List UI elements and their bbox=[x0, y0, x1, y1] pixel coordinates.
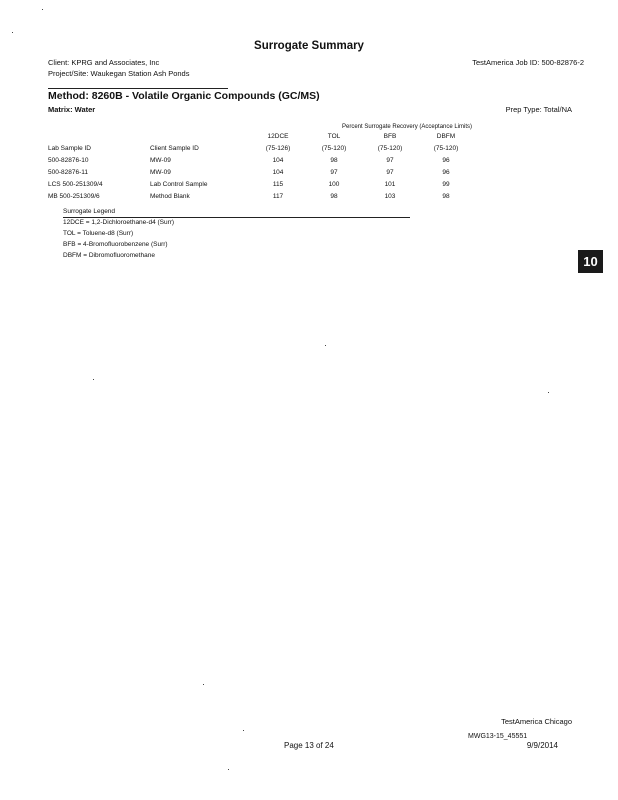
recovery-value: 101 bbox=[384, 181, 396, 188]
legend-item: 12DCE = 1,2-Dichloroethane-d4 (Surr) bbox=[63, 219, 175, 226]
lab-sample-id-header: Lab Sample ID bbox=[48, 145, 91, 152]
footer-doc-id: MWG13-15_45551 bbox=[468, 733, 528, 740]
scan-speck bbox=[93, 379, 94, 380]
section-tab: 10 bbox=[578, 250, 603, 273]
matrix-label: Matrix: Water bbox=[48, 105, 96, 114]
recovery-value: 117 bbox=[272, 193, 284, 200]
lab-sample-id: 500-82876-10 bbox=[48, 157, 89, 164]
acceptance-limits: (75-126) bbox=[265, 145, 291, 152]
recovery-value: 98 bbox=[330, 193, 338, 200]
table-row bbox=[48, 167, 474, 179]
acceptance-limits: (75-120) bbox=[433, 145, 459, 152]
client-name: Client: KPRG and Associates, Inc bbox=[48, 58, 160, 67]
recovery-value: 104 bbox=[272, 169, 284, 176]
client-sample-id: MW-09 bbox=[150, 157, 171, 164]
scan-speck bbox=[325, 345, 326, 346]
client-sample-id: Lab Control Sample bbox=[150, 181, 208, 188]
project-site: Project/Site: Waukegan Station Ash Ponds bbox=[48, 69, 190, 78]
scan-speck bbox=[42, 9, 43, 10]
client-sample-id-header: Client Sample ID bbox=[150, 145, 199, 152]
recovery-value: 96 bbox=[442, 169, 450, 176]
page-title: Surrogate Summary bbox=[254, 40, 364, 52]
surrogate-code: BFB bbox=[383, 133, 397, 140]
table-header-row bbox=[48, 143, 474, 155]
legend-item: BFB = 4-Bromofluorobenzene (Surr) bbox=[63, 241, 168, 248]
recovery-value: 100 bbox=[328, 181, 340, 188]
surrogate-table bbox=[48, 131, 474, 203]
recovery-value: 98 bbox=[330, 157, 338, 164]
lab-sample-id: 500-82876-11 bbox=[48, 169, 88, 176]
recovery-value: 99 bbox=[442, 181, 450, 188]
scan-speck bbox=[228, 769, 229, 770]
legend-item: DBFM = Dibromofluoromethane bbox=[63, 252, 155, 259]
page-number: Page 13 of 24 bbox=[284, 741, 334, 750]
lab-sample-id: LCS 500-251309/4 bbox=[48, 181, 103, 188]
prep-type: Prep Type: Total/NA bbox=[505, 105, 572, 114]
client-sample-id: Method Blank bbox=[150, 193, 190, 200]
scan-speck bbox=[12, 32, 13, 33]
recovery-value: 96 bbox=[442, 157, 450, 164]
scan-speck bbox=[243, 730, 244, 731]
recovery-value: 97 bbox=[386, 157, 394, 164]
table-row bbox=[48, 191, 474, 203]
recovery-value: 98 bbox=[442, 193, 450, 200]
header-divider bbox=[48, 88, 228, 89]
lab-sample-id: MB 500-251309/6 bbox=[48, 193, 100, 200]
surrogate-code: TOL bbox=[327, 133, 341, 140]
table-row bbox=[48, 155, 474, 167]
legend-title: Surrogate Legend bbox=[63, 208, 116, 215]
method-heading: Method: 8260B - Volatile Organic Compounds (GC/MS) bbox=[48, 90, 320, 102]
table-row bbox=[48, 179, 474, 191]
scan-speck bbox=[548, 392, 549, 393]
recovery-group-header: Percent Surrogate Recovery (Acceptance Limits) bbox=[342, 124, 473, 130]
footer-date: 9/9/2014 bbox=[526, 741, 558, 750]
recovery-value: 97 bbox=[330, 169, 338, 176]
legend-divider bbox=[63, 217, 410, 218]
recovery-value: 103 bbox=[384, 193, 396, 200]
surrogate-code: 12DCE bbox=[267, 133, 289, 140]
recovery-value: 115 bbox=[272, 181, 284, 188]
surrogate-code: DBFM bbox=[436, 133, 456, 140]
acceptance-limits: (75-120) bbox=[321, 145, 347, 152]
recovery-value: 104 bbox=[272, 157, 284, 164]
footer-company: TestAmerica Chicago bbox=[501, 717, 572, 726]
table-header-row bbox=[48, 131, 474, 143]
scan-speck bbox=[203, 684, 204, 685]
legend-item: TOL = Toluene-d8 (Surr) bbox=[63, 230, 134, 237]
client-sample-id: MW-09 bbox=[150, 169, 171, 176]
job-id: TestAmerica Job ID: 500-82876-2 bbox=[472, 58, 584, 67]
acceptance-limits: (75-120) bbox=[377, 145, 403, 152]
recovery-value: 97 bbox=[386, 169, 394, 176]
